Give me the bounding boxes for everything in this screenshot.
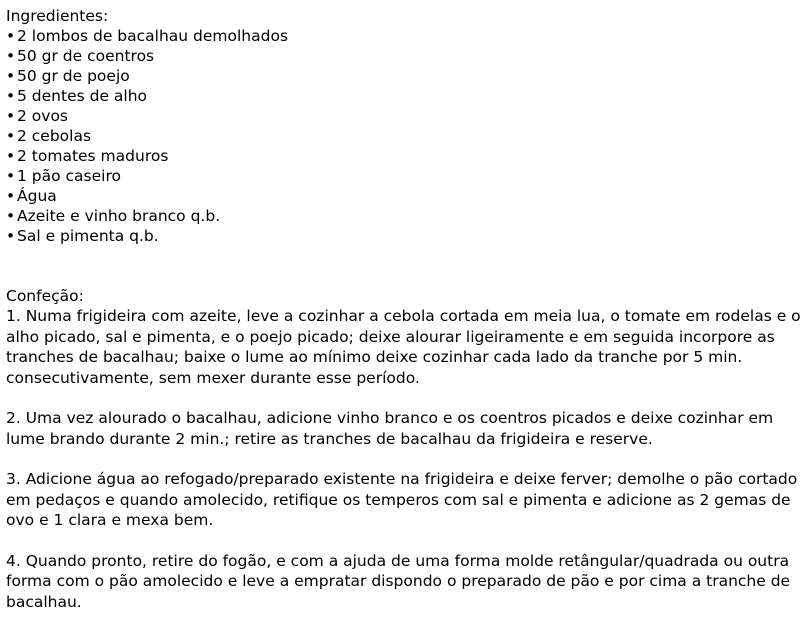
list-item — [6, 206, 803, 226]
ingredient-label: 50 gr de poejo — [17, 67, 130, 85]
list-item — [6, 46, 803, 66]
list-item — [6, 146, 803, 166]
ingredient-label: 5 dentes de alho — [17, 87, 148, 105]
list-item — [6, 126, 803, 146]
list-item — [6, 186, 803, 206]
ingredients-list — [6, 26, 803, 246]
bullet-icon: • — [6, 167, 16, 185]
list-item — [6, 66, 803, 86]
list-item — [6, 86, 803, 106]
bullet-icon: • — [6, 127, 16, 145]
list-item — [6, 26, 803, 46]
preparation-step: 4. Quando pronto, retire do fogão, e com a ajuda de uma forma molde retângular/quadrada ou outra forma com o pão amolecido e leve a empratar dispondo o preparado de pão e por cima a tranche de bacalhau. — [6, 551, 791, 611]
bullet-icon: • — [6, 47, 16, 65]
ingredient-label: Sal e pimenta q.b. — [17, 227, 159, 245]
bullet-icon: • — [6, 227, 16, 245]
ingredient-label: 2 ovos — [17, 107, 69, 125]
bullet-icon: • — [6, 87, 16, 105]
ingredient-label: 2 tomates maduros — [17, 147, 169, 165]
ingredient-label: 2 lombos de bacalhau demolhados — [17, 27, 289, 45]
section-spacer — [6, 246, 803, 286]
ingredients-heading: Ingredientes: — [6, 7, 109, 25]
list-item — [6, 226, 803, 246]
bullet-icon: • — [6, 27, 16, 45]
ingredient-label: Azeite e vinho branco q.b. — [17, 207, 221, 225]
list-item — [6, 166, 803, 186]
ingredient-label: 2 cebolas — [17, 127, 92, 145]
list-item — [6, 106, 803, 126]
bullet-icon: • — [6, 207, 16, 225]
bullet-icon: • — [6, 67, 16, 85]
preparation-heading: Confeção: — [6, 287, 84, 305]
preparation-step: 1. Numa frigideira com azeite, leve a cozinhar a cebola cortada em meia lua, o tomate em rodelas e o alho picado, sal e pimenta, e o poejo picado; deixe alourar ligeiramente e em seguida incorpore as tranches de bacalhau; baixe o lume ao mínimo deixe cozinhar cada lado da tranche por 5 min. consecutivamente, sem mexer durante esse período. — [6, 307, 801, 387]
ingredient-label: Água — [17, 187, 57, 205]
bullet-icon: • — [6, 107, 16, 125]
bullet-icon: • — [6, 147, 16, 165]
ingredient-label: 1 pão caseiro — [17, 167, 121, 185]
preparation-step: 2. Uma vez alourado o bacalhau, adicione vinho branco e os coentros picados e deixe cozinhar em lume brando durante 2 min.; retire as tranches de bacalhau da frigideira e reserve. — [6, 409, 774, 448]
ingredient-label: 50 gr de coentros — [17, 47, 155, 65]
bullet-icon: • — [6, 187, 16, 205]
preparation-step: 3. Adicione água ao refogado/preparado existente na frigideira e deixe ferver; demolhe o pão cortado em pedaços e quando amolecido, retifique os temperos com sal e pimenta e adicione as 2 gemas de ovo e 1 clara e mexa bem. — [6, 470, 798, 529]
